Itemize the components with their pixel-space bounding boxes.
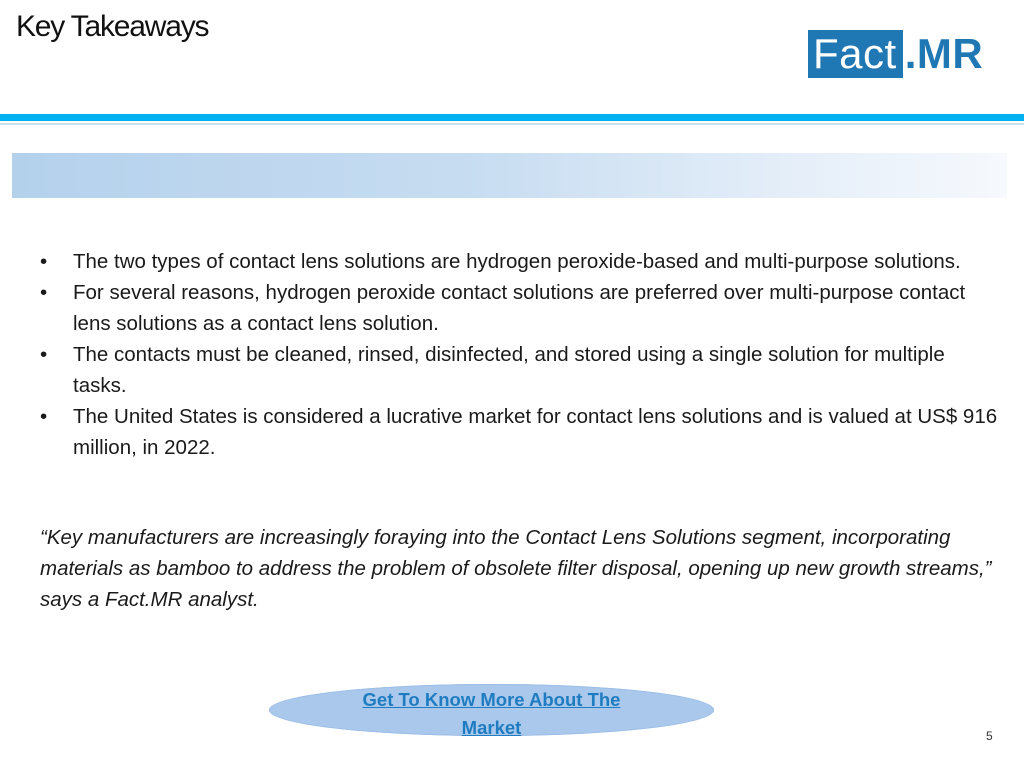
list-item [40, 401, 1000, 463]
header-thin-rule [0, 123, 1024, 125]
list-item [40, 339, 1000, 401]
bullet-text: The United States is considered a lucrative market for contact lens solutions and is valued at US$ 916 million, in 2022. [73, 405, 998, 459]
logo-mr-text: .MR [904, 30, 984, 77]
gradient-banner [12, 153, 1007, 198]
know-more-link[interactable] [269, 686, 714, 742]
analyst-quote: “Key manufacturers are increasingly foraying into the Contact Lens Solutions segment, incorporating materials as bamboo to address the problem of obsolete filter disposal, opening up new growth streams,” says a Fact.MR analyst. [40, 526, 992, 611]
page-number: 5 [986, 729, 993, 743]
bullet-marker: • [40, 250, 48, 273]
list-item [40, 246, 1000, 277]
logo-fact-text: Fact [808, 30, 903, 78]
bullet-marker: • [40, 405, 48, 428]
slide-title: Key Takeaways [16, 10, 209, 43]
fact-mr-logo [808, 30, 983, 78]
cta-line-1[interactable]: Get To Know More About The [362, 689, 621, 710]
bullet-text: For several reasons, hydrogen peroxide contact solutions are preferred over multi-purpose contact lens solutions as a contact lens solution. [73, 281, 966, 335]
bullet-text: The contacts must be cleaned, rinsed, disinfected, and stored using a single solution for multiple tasks. [73, 343, 945, 397]
header-accent-rule [0, 114, 1024, 121]
bullet-text: The two types of contact lens solutions are hydrogen peroxide-based and multi-purpose solutions. [73, 250, 961, 273]
takeaways-list [40, 246, 1000, 463]
list-item [40, 277, 1000, 339]
bullet-marker: • [40, 343, 48, 366]
bullet-marker: • [40, 281, 48, 304]
cta-line-2[interactable]: Market [461, 717, 522, 738]
